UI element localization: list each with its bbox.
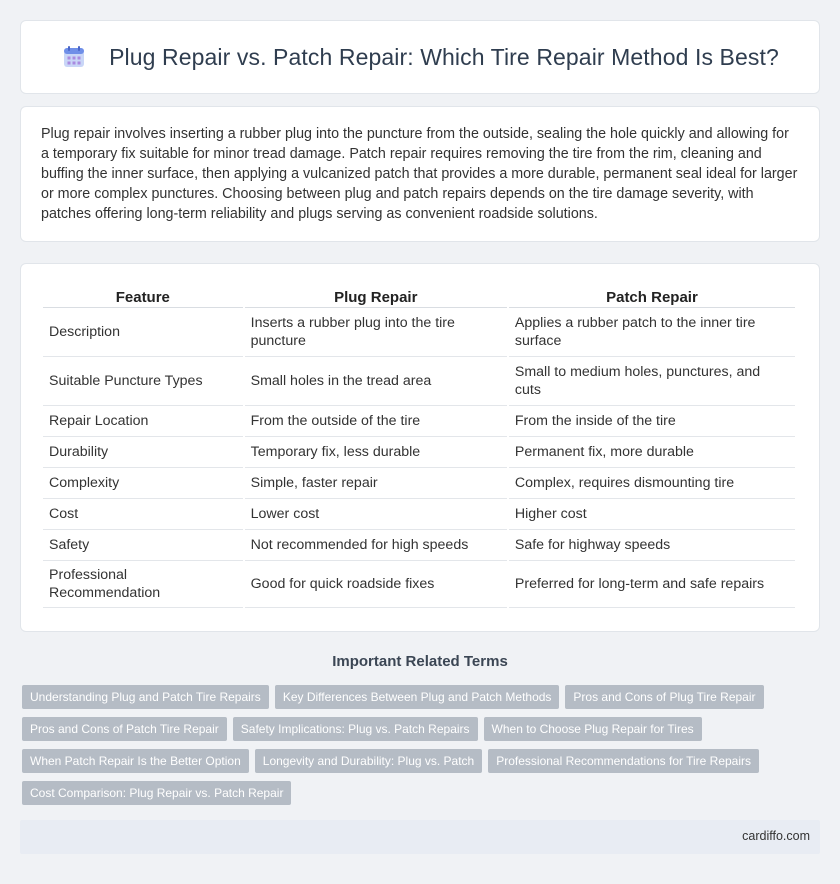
related-term-tag[interactable]: When to Choose Plug Repair for Tires [484, 717, 702, 741]
tag-row [22, 685, 802, 709]
row-feature: Repair Location [43, 406, 243, 437]
title-card [20, 20, 820, 94]
intro-card [20, 106, 820, 242]
table-row [43, 499, 795, 530]
row-feature: Durability [43, 437, 243, 468]
footer-site-link[interactable]: cardiffo.com [742, 829, 810, 843]
row-plug: Temporary fix, less durable [245, 437, 507, 468]
row-patch: Small to medium holes, punctures, and cuts [509, 357, 795, 406]
table-row [43, 357, 795, 406]
row-plug: From the outside of the tire [245, 406, 507, 437]
comparison-table [41, 286, 797, 608]
related-terms-title: Important Related Terms [332, 653, 508, 670]
row-feature: Complexity [43, 468, 243, 499]
tag-row [22, 717, 802, 741]
row-patch: Safe for highway speeds [509, 530, 795, 561]
row-feature: Suitable Puncture Types [43, 357, 243, 406]
related-term-tag[interactable]: Key Differences Between Plug and Patch Methods [275, 685, 560, 709]
row-plug: Small holes in the tread area [245, 357, 507, 406]
table-row [43, 308, 795, 357]
page-title: Plug Repair vs. Patch Repair: Which Tire Repair Method Is Best? [109, 43, 779, 70]
related-term-tag[interactable]: Safety Implications: Plug vs. Patch Repairs [233, 717, 478, 741]
header-patch-repair: Patch Repair [509, 286, 795, 308]
intro-paragraph: Plug repair involves inserting a rubber plug into the puncture from the outside, sealing the hole quickly and allowing for a temporary fix suitable for minor tread damage. Patch repair requires removing the tire from the rim, cleaning and buffing the inner surface, then applying a vulcanized patch that provides a more durable, permanent seal ideal for larger or more complex punctures. Choosing between plug and patch repairs depends on the tire damage severity, with patches offering long-term reliability and plugs serving as convenient roadside solutions. [41, 126, 798, 222]
table-row [43, 530, 795, 561]
row-feature: Cost [43, 499, 243, 530]
related-term-tag[interactable]: Pros and Cons of Patch Tire Repair [22, 717, 227, 741]
related-term-tag[interactable]: Cost Comparison: Plug Repair vs. Patch Repair [22, 781, 291, 805]
tag-row [22, 781, 802, 805]
calendar-icon [61, 44, 87, 70]
row-patch: Higher cost [509, 499, 795, 530]
table-header-row [43, 286, 795, 308]
table-row [43, 468, 795, 499]
related-terms-tags [22, 685, 802, 813]
table-row [43, 437, 795, 468]
comparison-card [20, 263, 820, 632]
row-patch: Permanent fix, more durable [509, 437, 795, 468]
related-term-tag[interactable]: Pros and Cons of Plug Tire Repair [565, 685, 763, 709]
row-plug: Inserts a rubber plug into the tire puncture [245, 308, 507, 357]
row-patch: From the inside of the tire [509, 406, 795, 437]
related-term-tag[interactable]: Longevity and Durability: Plug vs. Patch [255, 749, 482, 773]
table-row [43, 406, 795, 437]
header-plug-repair: Plug Repair [245, 286, 507, 308]
row-feature: Professional Recommendation [43, 561, 243, 608]
row-patch: Preferred for long-term and safe repairs [509, 561, 795, 608]
related-term-tag[interactable]: When Patch Repair Is the Better Option [22, 749, 249, 773]
related-term-tag[interactable]: Understanding Plug and Patch Tire Repairs [22, 685, 269, 709]
row-plug: Lower cost [245, 499, 507, 530]
table-row [43, 561, 795, 608]
related-term-tag[interactable]: Professional Recommendations for Tire Repairs [488, 749, 759, 773]
row-plug: Not recommended for high speeds [245, 530, 507, 561]
footer [20, 820, 820, 854]
row-feature: Description [43, 308, 243, 357]
tag-row [22, 749, 802, 773]
row-feature: Safety [43, 530, 243, 561]
row-patch: Complex, requires dismounting tire [509, 468, 795, 499]
row-patch: Applies a rubber patch to the inner tire surface [509, 308, 795, 357]
header-feature: Feature [43, 286, 243, 308]
row-plug: Good for quick roadside fixes [245, 561, 507, 608]
row-plug: Simple, faster repair [245, 468, 507, 499]
